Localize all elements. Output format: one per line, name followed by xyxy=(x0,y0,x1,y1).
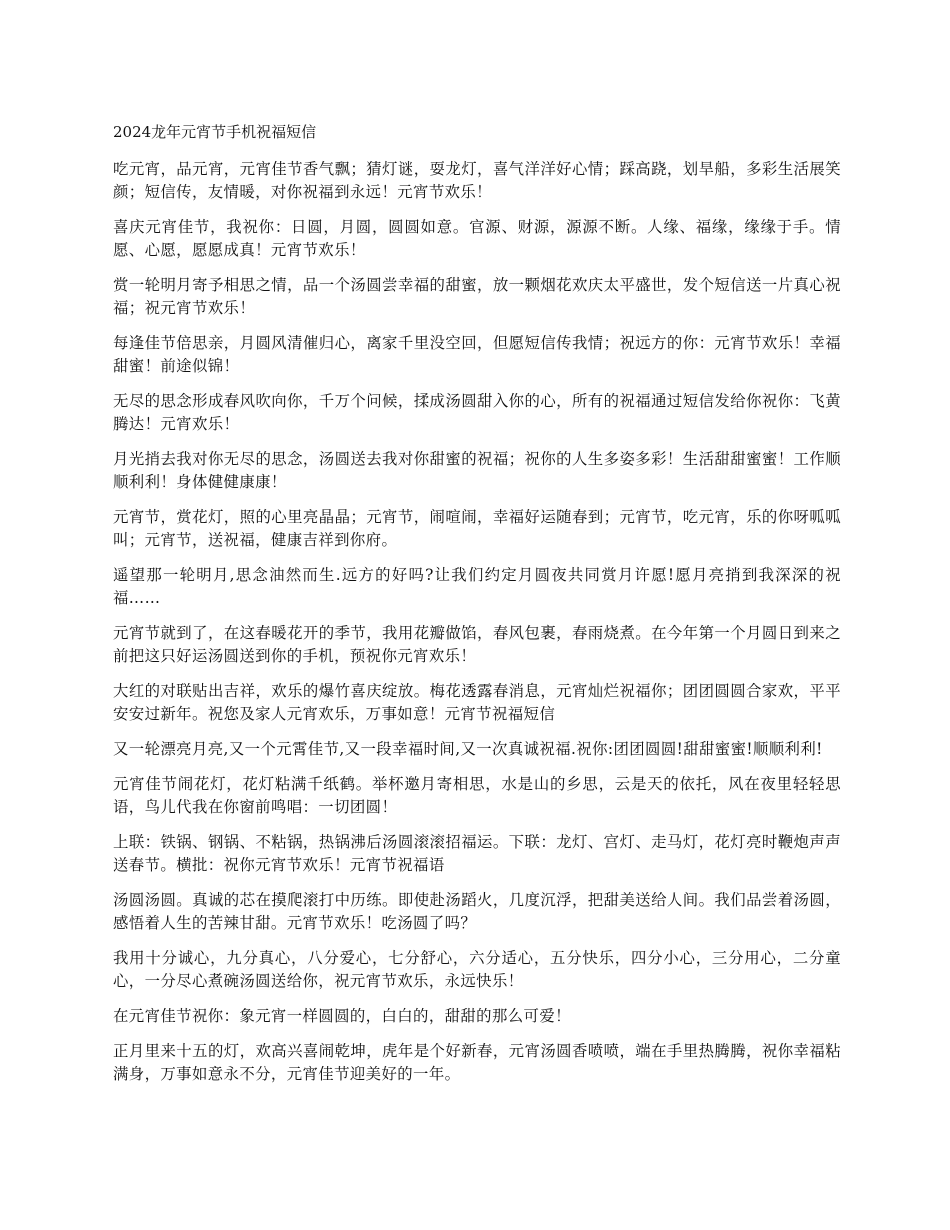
paragraph: 在元宵佳节祝你：象元宵一样圆圆的，白白的，甜甜的那么可爱！ xyxy=(113,1007,571,1025)
paragraph: 每逢佳节倍思亲，月圆风清催归心，离家千里没空回，但愿短信传我情；祝远方的你：元宵节欢乐！幸福甜蜜！前途似锦！ xyxy=(113,334,841,375)
paragraph: 吃元宵，品元宵，元宵佳节香气飘；猜灯谜，耍龙灯，喜气洋洋好心情；踩高跷，划旱船，多彩生活展笑颜；短信传，友情暖，对你祝福到永远！元宵节欢乐！ xyxy=(113,160,841,201)
paragraph: 上联：铁锅、钢锅、不粘锅，热锅沸后汤圆滚滚招福运。下联：龙灯、宫灯、走马灯，花灯亮时鞭炮声声送春节。横批：祝你元宵节欢乐！元宵节祝福语 xyxy=(113,833,841,874)
paragraph: 又一轮漂亮月亮,又一个元霄佳节,又一段幸福时间,又一次真诚祝福.祝你:团团圆圆!甜甜蜜蜜!顺顺利利! xyxy=(113,740,823,758)
paragraph: 正月里来十五的灯，欢高兴喜闹乾坤，虎年是个好新春，元宵汤圆香喷喷，端在手里热腾腾，祝你幸福粘满身，万事如意永不分，元宵佳节迎美好的一年。 xyxy=(113,1042,841,1083)
document-page xyxy=(113,121,841,1098)
paragraph-list xyxy=(113,158,841,1086)
paragraph: 赏一轮明月寄予相思之情，品一个汤圆尝幸福的甜蜜，放一颗烟花欢庆太平盛世，发个短信送一片真心祝福；祝元宵节欢乐！ xyxy=(113,276,841,317)
paragraph: 我用十分诚心，九分真心，八分爱心，七分舒心，六分适心，五分快乐，四分小心，三分用心，二分童心，一分尽心煮碗汤圆送给你，祝元宵节欢乐，永远快乐！ xyxy=(113,949,841,990)
paragraph: 元宵佳节闹花灯，花灯粘满千纸鹤。举杯邀月寄相思，水是山的乡思，云是天的依托，风在夜里轻轻思语，鸟儿代我在你窗前鸣唱：一切团圆！ xyxy=(113,775,841,816)
paragraph: 元宵节，赏花灯，照的心里亮晶晶；元宵节，闹喧闹，幸福好运随春到；元宵节，吃元宵，乐的你呀呱呱叫；元宵节，送祝福，健康吉祥到你府。 xyxy=(113,508,841,549)
paragraph: 月光捎去我对你无尽的思念，汤圆送去我对你甜蜜的祝福；祝你的人生多姿多彩！生活甜甜蜜蜜！工作顺顺利利！身体健健康康！ xyxy=(113,450,841,491)
paragraph: 元宵节就到了，在这春暖花开的季节，我用花瓣做馅，春风包裹，春雨烧煮。在今年第一个月圆日到来之前把这只好运汤圆送到你的手机，预祝你元宵欢乐！ xyxy=(113,624,841,665)
paragraph: 无尽的思念形成春风吹向你，千万个问候，揉成汤圆甜入你的心，所有的祝福通过短信发给你祝你：飞黄腾达！元宵欢乐！ xyxy=(113,392,841,433)
paragraph: 遥望那一轮明月,思念油然而生.远方的好吗?让我们约定月圆夜共同赏月许愿!愿月亮捎到我深深的祝福…… xyxy=(113,566,841,607)
paragraph: 大红的对联贴出吉祥，欢乐的爆竹喜庆绽放。梅花透露春消息，元宵灿烂祝福你；团团圆圆合家欢，平平安安过新年。祝您及家人元宵欢乐，万事如意！元宵节祝福短信 xyxy=(113,682,841,723)
document-title: 2024龙年元宵节手机祝福短信 xyxy=(113,123,317,141)
paragraph: 汤圆汤圆。真诚的芯在摸爬滚打中历练。即使赴汤蹈火，几度沉浮，把甜美送给人间。我们品尝着汤圆，感悟着人生的苦辣甘甜。元宵节欢乐！吃汤圆了吗？ xyxy=(113,891,841,932)
paragraph: 喜庆元宵佳节，我祝你：日圆，月圆，圆圆如意。官源、财源，源源不断。人缘、福缘，缘缘于手。情愿、心愿，愿愿成真！元宵节欢乐！ xyxy=(113,218,841,259)
